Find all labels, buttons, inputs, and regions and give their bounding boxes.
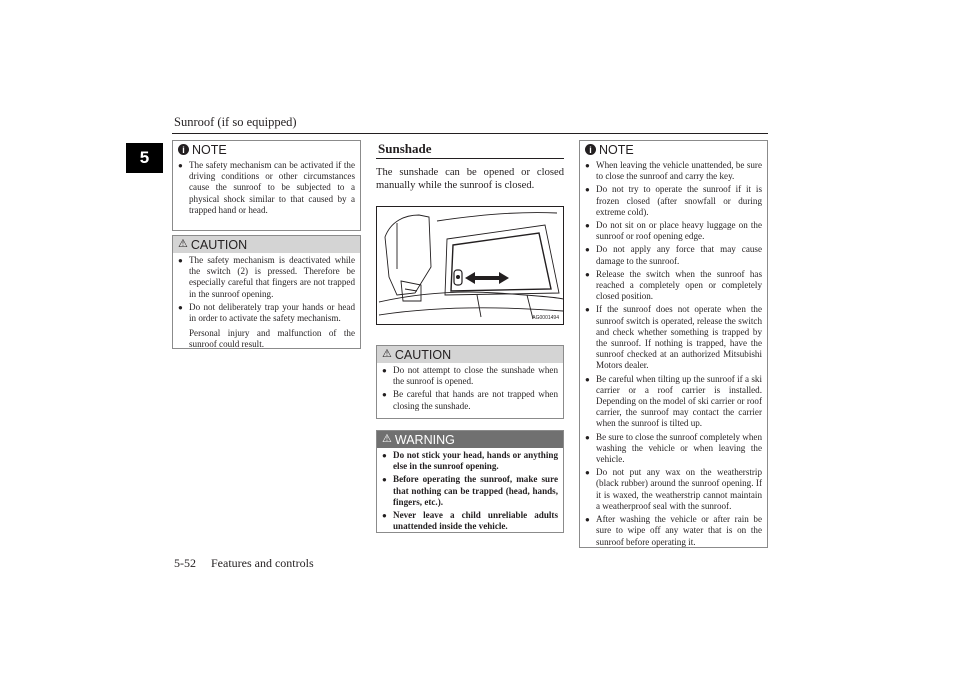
warning-label: WARNING [394,432,455,447]
list-item: ● Before operating the sunroof, make sure that nothing can be trapped (head, hands, fingers, etc.). [382,474,558,507]
page-footer [174,556,314,571]
list-item: ● The safety mechanism is deactivated while the switch (2) is pressed. Therefore be especially careful that fingers are not trapped in the sunroof opening. [178,255,355,299]
list-item: ● Release the switch when the sunroof has reached a completely open or completely closed position. [585,268,762,302]
caution-list [377,363,563,418]
warning-header [377,431,563,448]
mid-caution-box [376,345,564,419]
note-label: NOTE [599,142,634,157]
list-item: ● Do not try to operate the sunroof if it is frozen closed (after snowfall or during extreme cold). [585,184,762,217]
figure-code: AG0001494 [532,315,559,321]
info-icon: i [585,144,596,155]
list-item: ● When leaving the vehicle unattended, be sure to close the sunroof and carry the key. [585,160,762,182]
list-item: ● The safety mechanism can be activated if the driving conditions or other circumstances cause the sunroof to be subjected to a physical shock similar to that caused by a trapped hand or head. [178,160,355,215]
list-item: ● Do not sit on or place heavy luggage on the sunroof or roof opening edge. [585,220,762,242]
list-item: ● Do not attempt to close the sunshade when the sunroof is opened. [382,365,558,387]
list-item: ● Do not stick your head, hands or anything else in the sunroof opening. [382,450,558,472]
list-item: ● After washing the vehicle or after rain be sure to wipe off any water that is on the sunroof before operating it. [585,514,762,547]
warning-triangle-icon: ⚠ [382,348,392,360]
left-caution-box [172,235,361,349]
section-rule [376,158,564,159]
warning-triangle-icon: ⚠ [178,238,188,250]
footer-section: Features and controls [211,556,314,570]
warning-list [377,448,563,538]
caution-extra: Personal injury and malfunction of the sunroof could result. [189,328,355,350]
right-note-box [579,140,768,548]
list-item: ● Never leave a child unreliable adults unattended inside the vehicle. [382,510,558,532]
note-list [173,158,360,222]
info-icon: i [178,144,189,155]
caution-header [173,236,360,253]
caution-header [377,346,563,363]
warning-triangle-icon: ⚠ [382,433,392,445]
sunshade-drawing [377,207,563,324]
list-item: ● Do not apply any force that may cause damage to the sunroof. [585,244,762,266]
list-item: ● Be careful that hands are not trapped when closing the sunshade. [382,389,558,411]
section-body: The sunshade can be opened or closed manually while the sunroof is closed. [376,167,564,192]
header-rule [172,133,768,134]
caution-list [173,253,360,328]
caution-label: CAUTION [190,237,248,252]
list-item: ● Be sure to close the sunroof completely when washing the vehicle or when leaving the vehicle. [585,431,762,465]
note-label: NOTE [192,142,227,157]
note-header [173,141,360,158]
sunshade-illustration [376,206,564,325]
list-item: ● If the sunroof does not operate when the sunroof switch is operated, release the switch and check whether something is trapped by the sunroof. If nothing is trapped, have the sunroof checked at an authorized Mitsubishi Motors dealer. [585,304,762,371]
list-item: ● Do not deliberately trap your hands or head in order to activate the safety mechanism. [178,301,355,324]
note-list [580,158,767,554]
chapter-tab: 5 [126,143,163,173]
page-number: 5-52 [174,556,196,570]
note-header [580,141,767,158]
mid-warning-box [376,430,564,533]
list-item: ● Be careful when tilting up the sunroof if a ski carrier or a roof carrier is installed. Depending on the model of ski carrier or roof carrier, the sunroof may contact the carrier when the sunroof is tilted up. [585,373,762,429]
section-title: Sunshade [378,141,432,156]
page-header-title: Sunroof (if so equipped) [174,115,297,129]
left-note-box [172,140,361,231]
caution-label: CAUTION [394,347,452,362]
list-item: ● Do not put any wax on the weatherstrip (black rubber) around the sunroof opening. If it is waxed, the weatherstrip cannot maintain a weatherproof seal with the sunroof. [585,467,762,511]
